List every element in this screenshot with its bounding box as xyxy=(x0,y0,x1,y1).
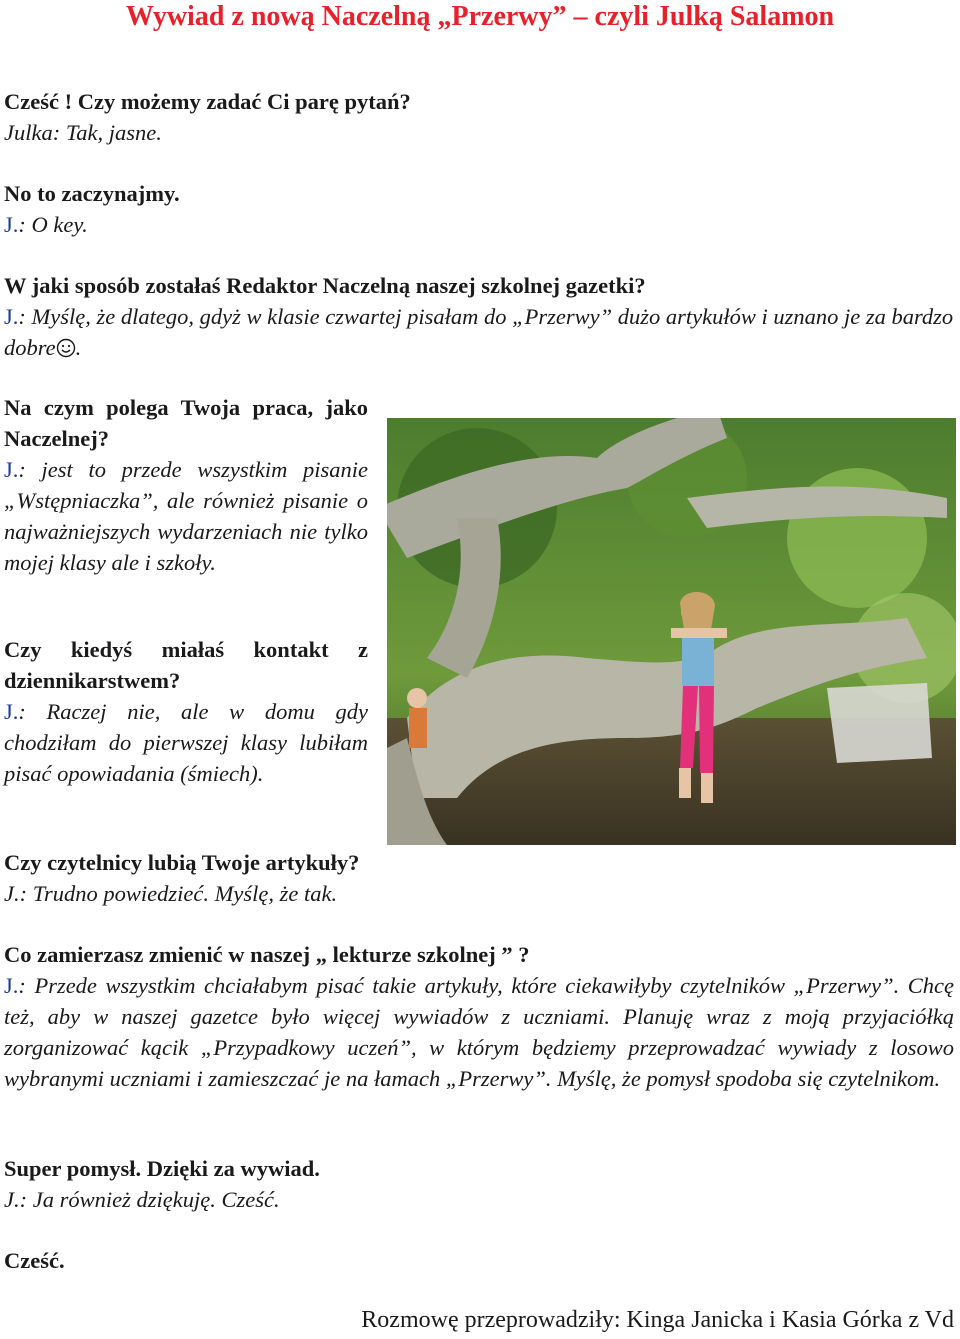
answer xyxy=(4,970,954,1094)
answer-prefix: J. xyxy=(4,212,19,237)
question: Super pomysł. Dzięki za wywiad. xyxy=(4,1156,320,1181)
answer xyxy=(4,1184,954,1215)
answer-text: : Myślę, że dlatego, gdyż w klasie czwartej pisałam do „Przerwy” dużo artykułów i uznano je za bardzo dobre xyxy=(4,304,954,360)
question: Czy kiedyś miałaś kontakt z dziennikarstwem? xyxy=(4,637,368,693)
answer-text: : Ja również dziękuję. Cześć. xyxy=(19,1187,280,1212)
question: W jaki sposób zostałaś Redaktor Naczelną naszej szkolnej gazetki? xyxy=(4,273,646,298)
answer-text: : O key. xyxy=(18,212,88,237)
answer-prefix: J. xyxy=(4,1187,20,1212)
answer-text: Tak, jasne. xyxy=(60,120,162,145)
smiley-icon xyxy=(56,335,76,366)
question: Cześć ! Czy możemy zadać Ci parę pytań? xyxy=(4,89,411,114)
answer-prefix: J. xyxy=(4,699,19,724)
question: No to zaczynajmy. xyxy=(4,181,180,206)
question: Na czym polega Twoja praca, jako Naczelnej? xyxy=(4,395,368,451)
qa-block-2 xyxy=(4,178,954,240)
qa-block-1 xyxy=(4,86,954,148)
answer-text: : Przede wszystkim chciałabym pisać takie artykuły, które ciekawiłyby czytelników „Przerwy”. Chcę też, aby w naszej gazetce było więcej wywiadów z uczniami. Planuję wraz z moją przyjaciółką zorganizować kącik „Przypadkowy uczeń”, w którym będziemy przeprowadzać wywiady z losowo wybranymi uczniami i zamieszczać je na łamach „Przerwy”. Myślę, że pomysł spodoba się czytelnikom. xyxy=(4,973,954,1091)
closing-text: Cześć. xyxy=(4,1248,65,1273)
article-title: Wywiad z nową Naczelną „Przerwy” – czyli Julką Salamon xyxy=(125,1,835,32)
question: Czy czytelnicy lubią Twoje artykuły? xyxy=(4,850,360,875)
tree-photo xyxy=(387,418,956,845)
footer-credits: Rozmowę przeprowadziły: Kinga Janicka i Kasia Górka z Vd xyxy=(361,1307,954,1333)
answer xyxy=(4,696,368,789)
qa-block-5 xyxy=(4,634,368,789)
tree-photo-icon xyxy=(387,418,956,845)
answer xyxy=(4,117,954,148)
answer-text: : Trudno powiedzieć. Myślę, że tak. xyxy=(19,881,338,906)
question: Co zamierzasz zmienić w naszej „ lekturze szkolnej ” ? xyxy=(4,942,530,967)
answer-text: : jest to przede wszystkim pisanie „Wstępniaczka”, ale również pisanie o najważniejszych wydarzeniach nie tylko mojej klasy ale i szkoły. xyxy=(4,457,368,575)
answer xyxy=(4,209,954,240)
qa-block-4 xyxy=(4,392,368,578)
qa-block-3 xyxy=(4,270,954,366)
qa-block-8 xyxy=(4,1153,954,1215)
answer xyxy=(4,878,954,909)
answer-prefix: J. xyxy=(4,457,19,482)
qa-block-7 xyxy=(4,939,954,1094)
answer-prefix: J. xyxy=(4,973,19,998)
qa-block-6 xyxy=(4,847,954,909)
answer xyxy=(4,301,954,366)
answer-prefix: J. xyxy=(4,304,19,329)
answer-end: . xyxy=(75,335,82,360)
answer-prefix: Julka: xyxy=(4,120,61,145)
answer-prefix: J. xyxy=(4,881,20,906)
answer-text: : Raczej nie, ale w domu gdy chodziłam do pierwszej klasy lubiłam pisać opowiadania (śmiech). xyxy=(4,699,368,786)
answer xyxy=(4,454,368,578)
